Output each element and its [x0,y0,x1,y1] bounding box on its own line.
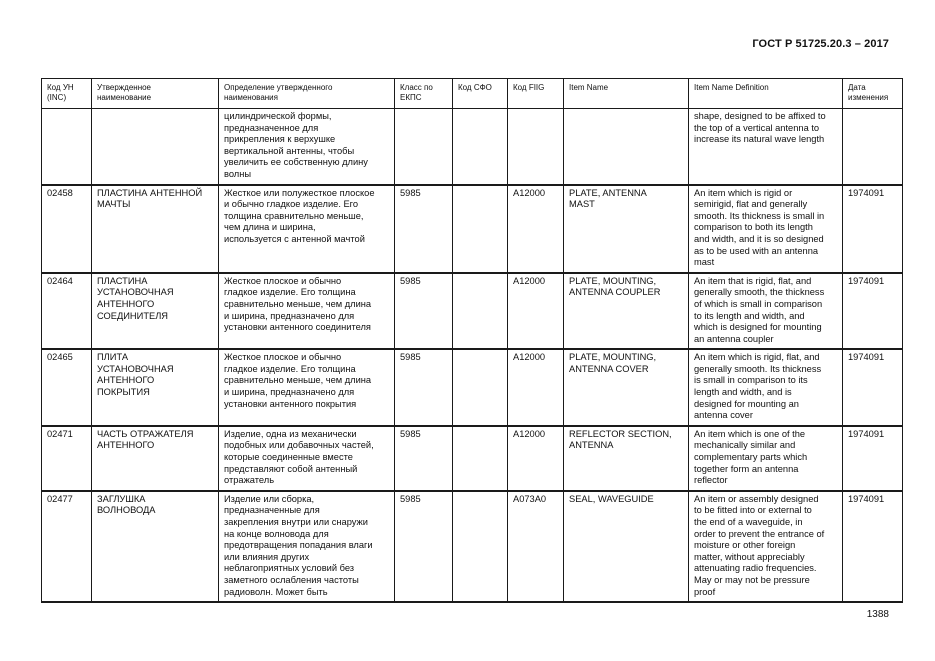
cell-change-date: 1974091 [843,273,903,350]
column-header-inc: Код УН (INC) [42,79,92,109]
cell-item-name: SEAL, WAVEGUIDE [564,491,689,602]
item-names-table [41,78,903,603]
cell-inc [42,109,92,185]
cell-item-name: REFLECTOR SECTION, ANTENNA [564,426,689,491]
cell-change-date: 1974091 [843,349,903,426]
cell-inc: 02458 [42,185,92,273]
table-row [42,349,903,426]
cell-change-date: 1974091 [843,426,903,491]
cell-item-name-definition: An item or assembly designed to be fitted into or external to the end of a waveguide, in order to prevent the entrance of moisture or other foreign matter, without appreciably attenuating radio frequencies. May or may not be pressure proof [689,491,843,602]
cell-approved-name: ЧАСТЬ ОТРАЖАТЕЛЯ АНТЕННОГО [92,426,219,491]
table-header-row [42,79,903,109]
cell-approved-name-definition: Жесткое плоское и обычно гладкое изделие. Его толщина сравнительно меньше, чем длина и ширина, предназначено для установки антенного покрытия [219,349,395,426]
cell-sfo-code [453,273,508,350]
cell-item-name-definition: An item that is rigid, flat, and generally smooth, the thickness of which is small in comparison to its length and width, and which is designed for mounting an antenna coupler [689,273,843,350]
cell-item-name: PLATE, ANTENNA MAST [564,185,689,273]
cell-approved-name: ПЛИТА УСТАНОВОЧНАЯ АНТЕННОГО ПОКРЫТИЯ [92,349,219,426]
cell-sfo-code [453,426,508,491]
column-header-change-date: Дата изменения [843,79,903,109]
cell-approved-name-definition: Изделие или сборка, предназначенные для закрепления внутри или снаружи на конце волновода для предотвращения попадания влаги или влияния других неблагоприятных условий без заметного ослабления частоты радиоволн. Может быть [219,491,395,602]
column-header-fiig-code: Код FIIG [508,79,564,109]
document-standard-header: ГОСТ Р 51725.20.3 – 2017 [752,38,889,50]
column-header-ekps-class: Класс по ЕКПС [395,79,453,109]
cell-fiig-code: A12000 [508,185,564,273]
cell-approved-name: ПЛАСТИНА АНТЕННОЙ МАЧТЫ [92,185,219,273]
table-row [42,491,903,602]
cell-item-name-definition: shape, designed to be affixed to the top of a vertical antenna to increase its natural wave length [689,109,843,185]
cell-fiig-code: A12000 [508,273,564,350]
cell-item-name [564,109,689,185]
cell-inc: 02477 [42,491,92,602]
cell-ekps-class: 5985 [395,491,453,602]
cell-fiig-code: A12000 [508,426,564,491]
cell-item-name: PLATE, MOUNTING, ANTENNA COUPLER [564,273,689,350]
cell-approved-name-definition: Изделие, одна из механически подобных или добавочных частей, которые соединенные вместе представляют собой антенный отражатель [219,426,395,491]
cell-ekps-class: 5985 [395,349,453,426]
cell-inc: 02471 [42,426,92,491]
table-row [42,185,903,273]
cell-change-date: 1974091 [843,185,903,273]
cell-fiig-code [508,109,564,185]
column-header-approved-name: Утвержденное наименование [92,79,219,109]
table-body [42,109,903,603]
cell-sfo-code [453,109,508,185]
column-header-sfo-code: Код СФО [453,79,508,109]
cell-sfo-code [453,491,508,602]
cell-approved-name-definition: Жесткое плоское и обычно гладкое изделие. Его толщина сравнительно меньше, чем длина и ширина, предназначено для установки антенного соединителя [219,273,395,350]
cell-approved-name-definition: цилиндрической формы, предназначенное для прикрепления к верхушке вертикальной антенны, чтобы увеличить ее собственную длину волны [219,109,395,185]
cell-sfo-code [453,185,508,273]
page-number: 1388 [866,609,889,620]
cell-item-name-definition: An item which is rigid, flat, and generally smooth. Its thickness is small in comparison to its length and width, and is designed for mounting an antenna cover [689,349,843,426]
cell-change-date [843,109,903,185]
cell-ekps-class [395,109,453,185]
table-row [42,109,903,185]
cell-ekps-class: 5985 [395,426,453,491]
cell-inc: 02464 [42,273,92,350]
cell-fiig-code: A12000 [508,349,564,426]
table-row [42,273,903,350]
cell-approved-name: ЗАГЛУШКА ВОЛНОВОДА [92,491,219,602]
cell-item-name-definition: An item which is one of the mechanically similar and complementary parts which together form an antenna reflector [689,426,843,491]
column-header-item-name: Item Name [564,79,689,109]
cell-item-name-definition: An item which is rigid or semirigid, flat and generally smooth. Its thickness is small in comparison to both its length and width, and it is so designed as to be used with an antenna mast [689,185,843,273]
cell-approved-name: ПЛАСТИНА УСТАНОВОЧНАЯ АНТЕННОГО СОЕДИНИТЕЛЯ [92,273,219,350]
table-row [42,426,903,491]
cell-approved-name-definition: Жесткое или полужесткое плоское и обычно гладкое изделие. Его толщина сравнительно меньше, чем длина и ширина, используется с антенной мачтой [219,185,395,273]
column-header-approved-name-definition: Определение утвержденного наименования [219,79,395,109]
cell-ekps-class: 5985 [395,185,453,273]
table-header [42,79,903,109]
cell-change-date: 1974091 [843,491,903,602]
cell-approved-name [92,109,219,185]
column-header-item-name-definition: Item Name Definition [689,79,843,109]
cell-sfo-code [453,349,508,426]
cell-inc: 02465 [42,349,92,426]
cell-ekps-class: 5985 [395,273,453,350]
cell-fiig-code: A073A0 [508,491,564,602]
cell-item-name: PLATE, MOUNTING, ANTENNA COVER [564,349,689,426]
